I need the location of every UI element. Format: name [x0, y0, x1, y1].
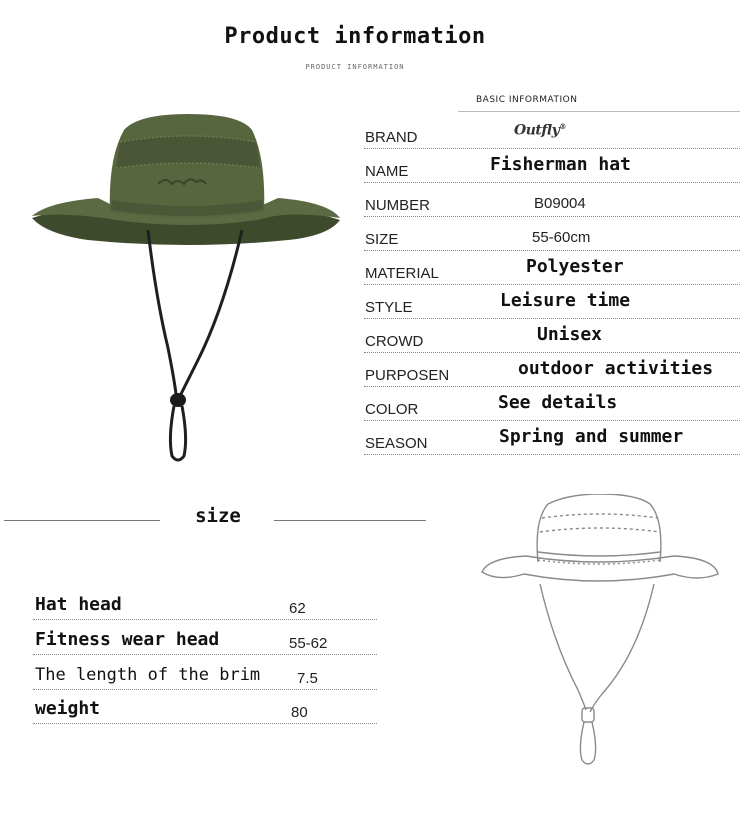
info-key: SIZE	[365, 231, 399, 248]
size-value: 7.5	[297, 670, 318, 687]
info-value: Unisex	[537, 324, 603, 345]
basic-info-divider	[458, 111, 740, 112]
info-key: COLOR	[365, 401, 419, 418]
info-key: BRAND	[365, 129, 418, 146]
size-key: Fitness wear head	[35, 629, 220, 650]
brand-logo: Outfly®	[514, 122, 566, 139]
info-key: NUMBER	[365, 197, 431, 214]
info-row-name	[364, 148, 740, 183]
info-row-brand	[364, 114, 740, 149]
size-key: The length of the brim	[35, 665, 261, 685]
info-key: MATERIAL	[365, 265, 439, 282]
size-key: weight	[35, 698, 101, 719]
size-value: 55-62	[289, 635, 328, 652]
hat-outline-drawing	[478, 494, 722, 770]
info-value: 55-60cm	[532, 229, 591, 246]
info-row-purpose	[364, 352, 740, 387]
info-value: See details	[498, 392, 618, 413]
info-value: Polyester	[526, 256, 624, 277]
info-key: NAME	[365, 163, 409, 180]
hat-product-photo	[28, 108, 346, 470]
basic-info-label: BASIC INFORMATION	[476, 95, 578, 105]
size-value: 62	[289, 600, 306, 617]
size-row-weight	[33, 688, 377, 724]
info-value: Spring and summer	[499, 426, 684, 447]
info-value: Fisherman hat	[490, 154, 631, 175]
size-row-brim	[33, 654, 377, 690]
info-row-crowd	[364, 318, 740, 353]
info-key: PURPOSEN	[365, 367, 450, 384]
size-heading: size	[195, 505, 241, 527]
size-rule-left	[4, 520, 160, 521]
info-row-number	[364, 182, 740, 217]
info-value: B09004	[534, 195, 586, 212]
info-row-size	[364, 216, 740, 251]
info-row-material	[364, 250, 740, 285]
size-row-hat-head	[33, 584, 377, 620]
info-key: STYLE	[365, 299, 413, 316]
info-row-season	[364, 420, 740, 455]
info-key: SEASON	[365, 435, 428, 452]
info-row-style	[364, 284, 740, 319]
page-title: Product information	[224, 24, 486, 49]
info-value: outdoor activities	[518, 358, 714, 379]
page-subtitle: PRODUCT INFORMATION	[305, 63, 405, 71]
info-row-color	[364, 386, 740, 421]
info-value: Leisure time	[500, 290, 631, 311]
size-value: 80	[291, 704, 308, 721]
size-key: Hat head	[35, 594, 122, 615]
size-rule-right	[274, 520, 426, 521]
size-row-fitness	[33, 619, 377, 655]
info-key: CROWD	[365, 333, 424, 350]
